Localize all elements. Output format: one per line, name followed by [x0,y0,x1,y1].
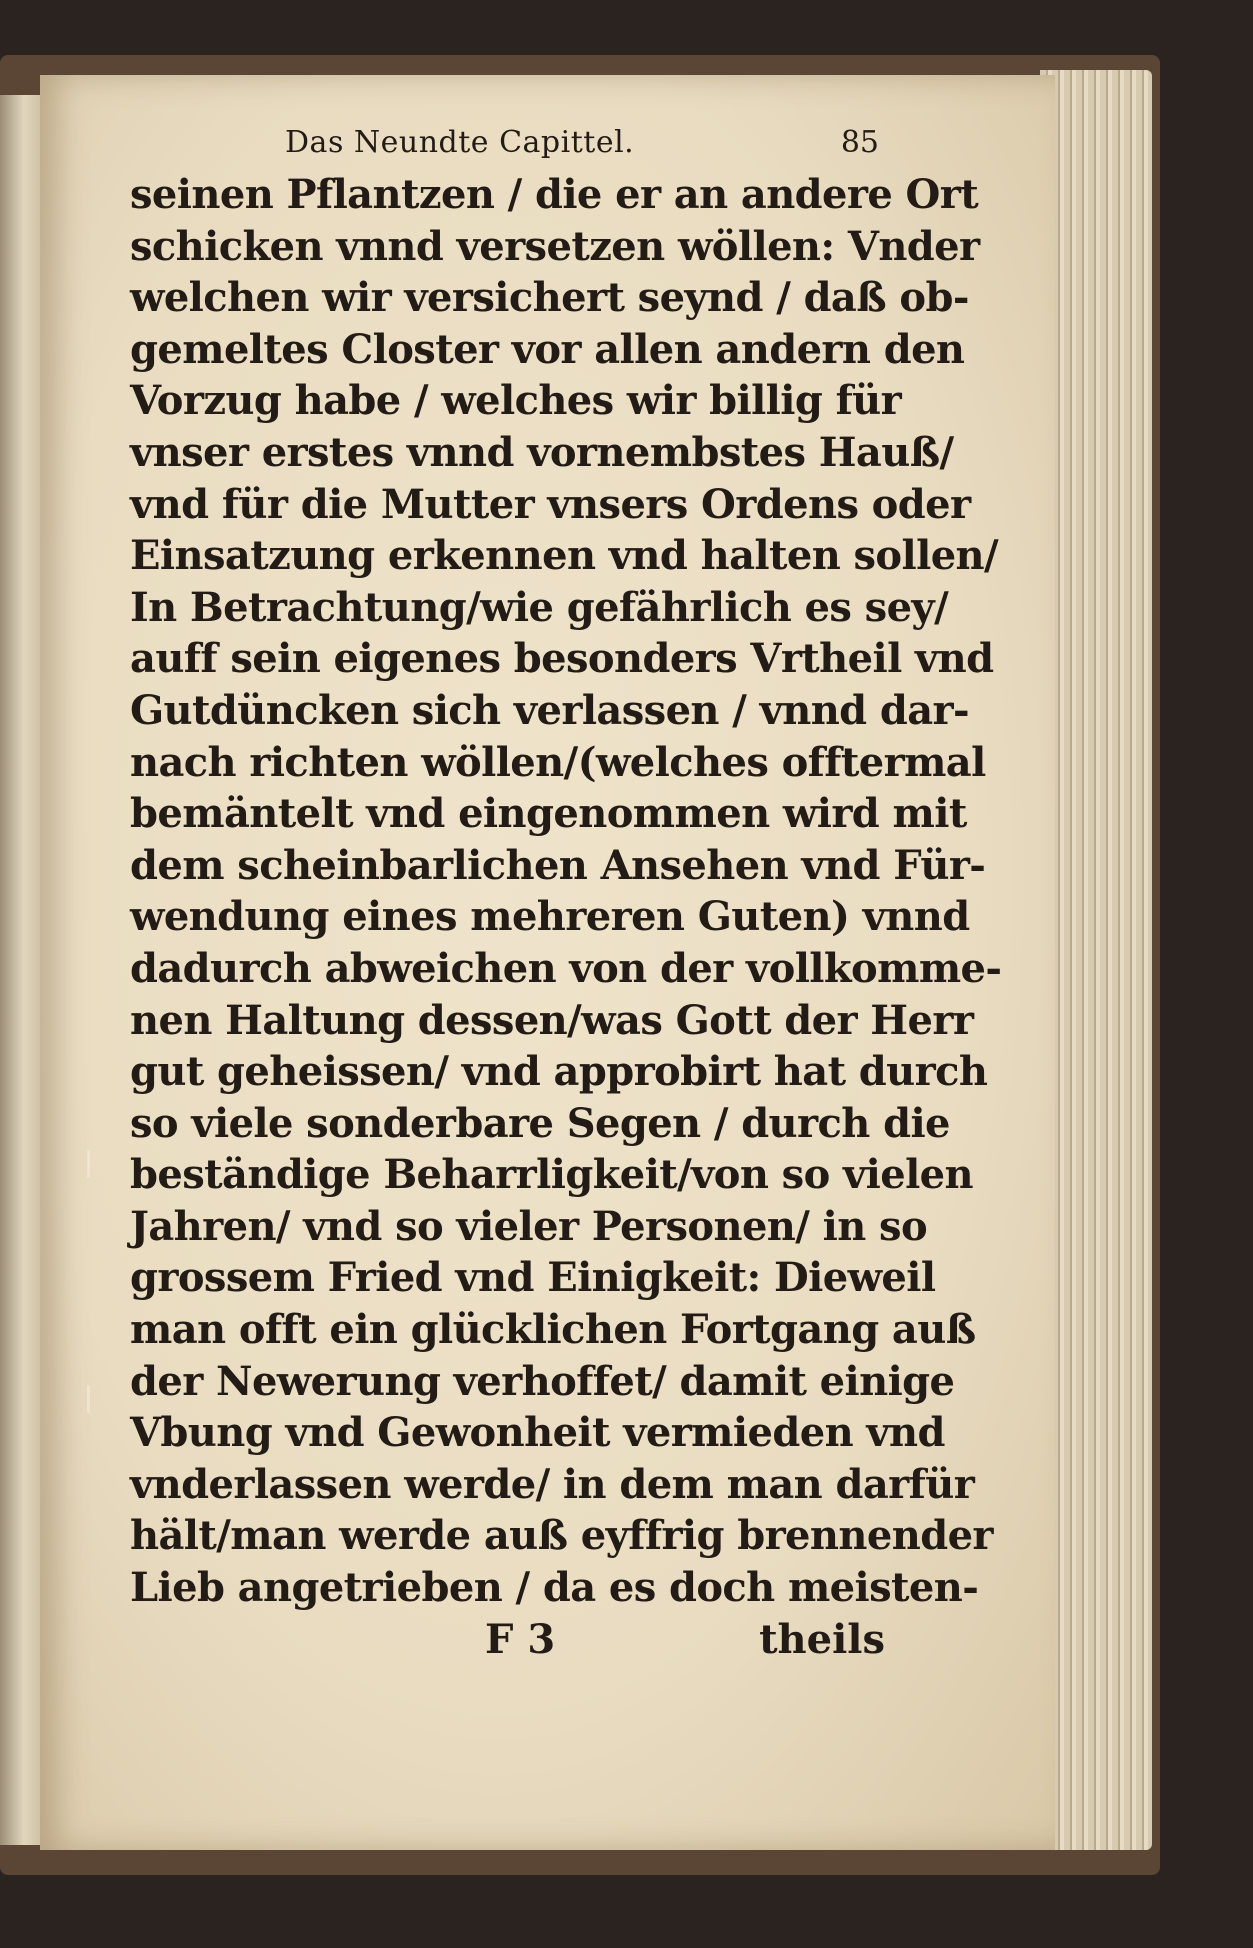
text-line: seinen Pflantzen / die er an andere Ort [130,171,979,218]
text-line: Lieb angetrieben / da es doch meisten- [130,1564,979,1612]
text-line: nen Haltung dessen/was Gott der Herr [130,996,974,1044]
page-header [130,125,885,163]
text-line: Vbung vnd Gewonheit vermieden vnd [130,1409,945,1457]
binding-thread [87,1150,90,1178]
page-number: 85 [840,125,879,160]
text-line: so viele sonderbare Segen / durch die [130,1099,950,1147]
text-line: bemäntelt vnd eingenommen wird mit [130,790,967,838]
signature-mark: F 3 [485,1615,556,1663]
text-line: nach richten wöllen/(welches offtermal [130,738,986,786]
text-line: Jahren/ vnd so vieler Personen/ in so [130,1202,928,1250]
text-line: auff sein eigenes besonders Vrtheil vnd [130,635,994,683]
running-head: Das Neundte Capittel. [285,125,635,160]
text-line: man offt ein glücklichen Fortgang auß [130,1306,976,1354]
text-line: vnd für die Mutter vnsers Ordens oder [130,480,971,528]
text-line: dadurch abweichen von der vollkomme- [130,944,1002,992]
binding-thread [87,1385,90,1413]
page-footer [130,1616,885,1668]
text-line: vnser erstes vnnd vornembstes Hauß/ [130,428,954,476]
page-text-block [130,125,1002,1668]
text-line: welchen wir versichert seynd / daß ob- [130,274,969,322]
body-text [130,169,1002,1614]
text-line: wendung eines mehreren Guten) vnnd [130,893,970,941]
text-line: Vorzug habe / welches wir billig für [130,377,902,425]
text-line: In Betrachtung/wie gefährlich es sey/ [130,583,949,631]
text-line: Einsatzung erkennen vnd halten sollen/ [130,532,999,580]
catchword: theils [759,1615,885,1663]
text-line: grossem Fried vnd Einigkeit: Dieweil [130,1254,936,1302]
text-line: beständige Beharrligkeit/von so vielen [130,1151,974,1199]
text-line: der Newerung verhoffet/ damit einige [130,1357,955,1405]
text-line: hält/man werde auß eyffrig brennender [130,1512,993,1560]
page-stack-edges [1040,70,1152,1850]
text-line: schicken vnnd versetzen wöllen: Vnder [130,222,980,270]
text-line: dem scheinbarlichen Ansehen vnd Für- [130,841,986,889]
text-line: gut geheissen/ vnd approbirt hat durch [130,1048,988,1096]
text-line: vnderlassen werde/ in dem man darfür [130,1460,975,1508]
text-line: gemeltes Closter vor allen andern den [130,325,965,373]
text-line: Gutdüncken sich verlassen / vnnd dar- [130,686,970,734]
facing-page-edge [0,95,40,1845]
